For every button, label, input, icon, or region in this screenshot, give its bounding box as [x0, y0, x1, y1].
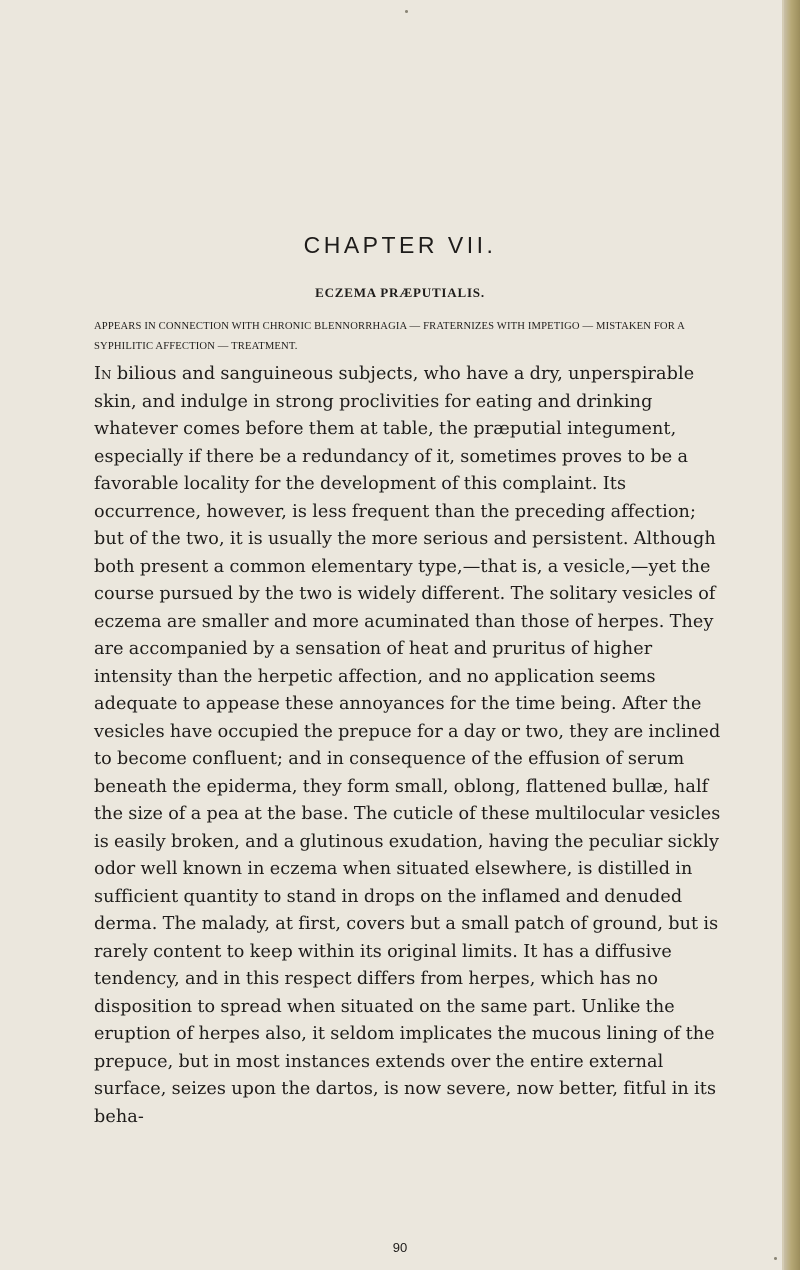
page-edge — [784, 0, 800, 1270]
chapter-heading: CHAPTER VII. — [303, 232, 497, 258]
paper-speck — [405, 10, 408, 13]
subject-heading: ECZEMA PRÆPUTIALIS. — [315, 285, 485, 300]
page-number: 90 — [392, 1240, 408, 1255]
first-word: In — [94, 364, 112, 384]
chapter-synopsis: APPEARS IN CONNECTION WITH CHRONIC BLENNORRHAGIA — FRATERNIZES WITH IMPETIGO — MISTAKEN FOR A SYPHILITIC AFFECTION — TREATMENT. — [94, 321, 685, 352]
paper-speck — [774, 1257, 777, 1260]
body-paragraph — [94, 361, 724, 1131]
body-text: bilious and sanguineous subjects, who have a dry, unperspirable skin, and indulge in strong proclivities for eating and drinking whatever comes before them at table, the præputial integument, especially if there be a redundancy of it, sometimes proves to be a favorable locality for the development of this complaint. Its occurrence, however, is less frequent than the preceding affection; but of the two, it is usually the more serious and persistent. Although both present a common elementary type,—that is, a vesicle,—yet the course pursued by the two is widely different. The solitary vesicles of eczema are smaller and more acuminated than those of herpes. They are accompanied by a sensation of heat and pruritus of higher intensity than the herpetic affection, and no application seems adequate to appease these annoyances for the time being. After the vesicles have occupied the prepuce for a day or two, they are inclined to become confluent; and in consequence of the effusion of serum beneath the epiderma, they form small, oblong, flattened bullæ, half the size of a pea at the base. The cuticle of these multilocular vesicles is easily broken, and a glutinous exudation, having the peculiar sickly odor well known in eczema when situated elsewhere, is distilled in sufficient quantity to stand in drops on the inflamed and denuded derma. The malady, at first, covers but a small patch of ground, but is rarely content to keep within its original limits. It has a diffusive tendency, and in this respect differs from herpes, which has no disposition to spread when situated on the same part. Unlike the eruption of herpes also, it seldom implicates the mucous lining of the prepuce, but in most instances extends over the entire external surface, seizes upon the dartos, is now severe, now better, fitful in its beha- — [94, 364, 721, 1127]
